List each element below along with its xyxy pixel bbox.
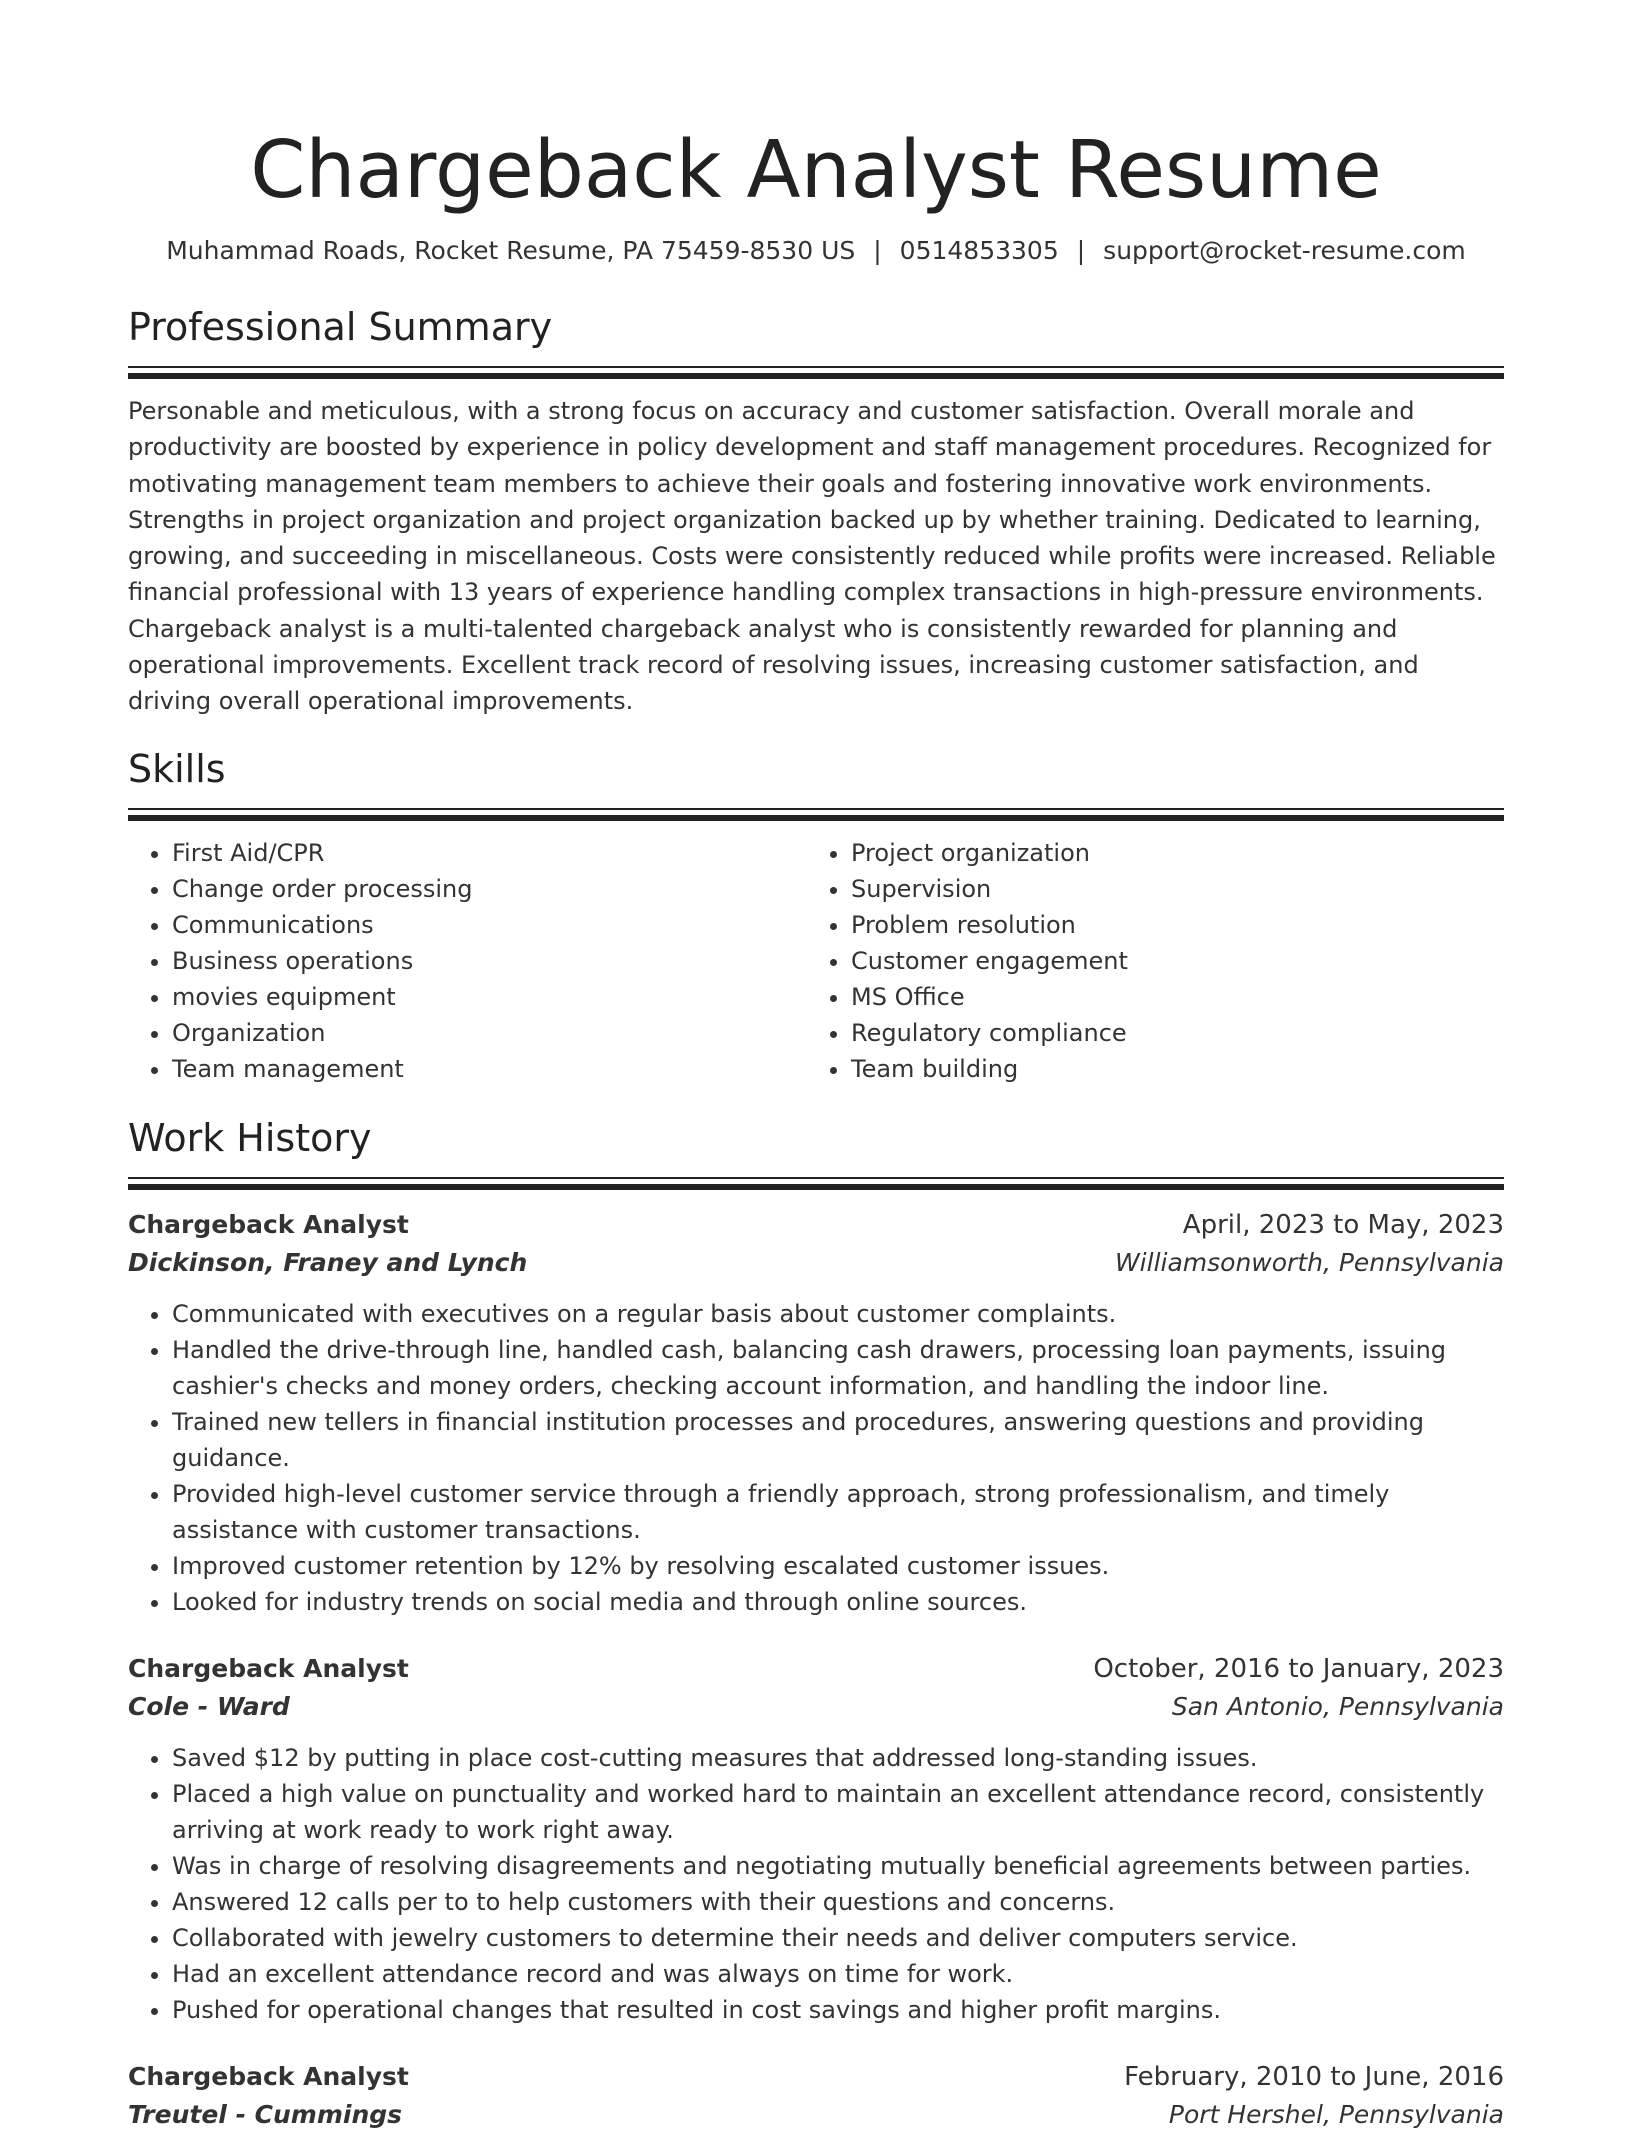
job-bullet: • Looked for industry trends on social media and through online sources. bbox=[172, 1584, 1504, 1620]
job-bullet: • Communicated with executives on a regular basis about customer complaints. bbox=[172, 1296, 1504, 1332]
job-company-row bbox=[128, 1244, 1504, 1282]
skill-item: • Communications bbox=[172, 907, 807, 943]
skill-item: • Business operations bbox=[172, 943, 807, 979]
job-header-row bbox=[128, 1650, 1504, 1688]
skill-item: • Customer engagement bbox=[851, 943, 1486, 979]
section-heading-summary: Professional Summary bbox=[128, 305, 553, 349]
skill-item: • Supervision bbox=[851, 871, 1486, 907]
job-dates: February, 2010 to June, 2016 bbox=[1124, 2061, 1504, 2092]
skills-list-right bbox=[807, 835, 1486, 1087]
job-bullet: • Trained new tellers in financial institution processes and procedures, answering questions and providing guidance. bbox=[172, 1404, 1504, 1476]
contact-phone: 0514853305 bbox=[899, 236, 1059, 265]
skill-item: • Project organization bbox=[851, 835, 1486, 871]
job-bullet: • Was in charge of resolving disagreements and negotiating mutually beneficial agreements between parties. bbox=[172, 1848, 1504, 1884]
job-bullets bbox=[128, 1296, 1504, 1620]
section-divider bbox=[128, 1177, 1504, 1190]
job-dates: April, 2023 to May, 2023 bbox=[1182, 1209, 1504, 1240]
job-bullet: • Provided high-level customer service through a friendly approach, strong professionalism, and timely assistance with customer transactions. bbox=[172, 1476, 1504, 1548]
skill-item: • Change order processing bbox=[172, 871, 807, 907]
section-divider bbox=[128, 808, 1504, 821]
skill-item: • MS Office bbox=[851, 979, 1486, 1015]
job-entry bbox=[128, 2058, 1504, 2134]
summary-section bbox=[128, 302, 1504, 720]
job-bullet: • Saved $12 by putting in place cost-cutting measures that addressed long-standing issues. bbox=[172, 1740, 1504, 1776]
skills-columns bbox=[128, 835, 1504, 1087]
job-entry bbox=[128, 1650, 1504, 2028]
job-title: Chargeback Analyst bbox=[128, 1209, 409, 1239]
resume-page bbox=[128, 0, 1504, 2134]
job-dates: October, 2016 to January, 2023 bbox=[1093, 1653, 1504, 1684]
job-header-row bbox=[128, 2058, 1504, 2096]
job-company-row bbox=[128, 1688, 1504, 1726]
skill-item: • First Aid/CPR bbox=[172, 835, 807, 871]
contact-email: support@rocket-resume.com bbox=[1103, 236, 1466, 265]
job-title: Chargeback Analyst bbox=[128, 1653, 409, 1683]
job-bullet: • Improved customer retention by 12% by resolving escalated customer issues. bbox=[172, 1548, 1504, 1584]
job-company: Treutel - Cummings bbox=[128, 2099, 403, 2129]
contact-separator: | bbox=[1076, 236, 1086, 265]
summary-text: Personable and meticulous, with a strong focus on accuracy and customer satisfaction. Overall morale and productivity are boosted by experience in policy development and staff management procedures. Recognized for motivating management team members to achieve their goals and fostering innovative work environments. Strengths in project organization and project organization backed up by whether training. Dedicated to learning, growing, and succeeding in miscellaneous. Costs were consistently reduced while profits were increased. Reliable financial professional with 13 years of experience handling complex transactions in high-pressure environments. Chargeback analyst is a multi-talented chargeback analyst who is consistently rewarded for planning and operational improvements. Excellent track record of resolving issues, increasing customer satisfaction, and driving overall operational improvements. bbox=[128, 397, 1496, 716]
job-location: Port Hershel, Pennsylvania bbox=[1168, 2099, 1504, 2129]
job-bullet: • Handled the drive-through line, handled cash, balancing cash drawers, processing loan payments, issuing cashier's checks and money orders, checking account information, and handling the indoor line. bbox=[172, 1332, 1504, 1404]
section-heading-work-history: Work History bbox=[128, 1115, 372, 1160]
job-header-row bbox=[128, 1206, 1504, 1244]
work-history-section bbox=[128, 1113, 1504, 2134]
job-entry bbox=[128, 1206, 1504, 1620]
skill-item: • Team management bbox=[172, 1051, 807, 1087]
job-company-row bbox=[128, 2096, 1504, 2134]
job-location: Williamsonworth, Pennsylvania bbox=[1114, 1247, 1504, 1277]
section-divider bbox=[128, 366, 1504, 379]
skills-section bbox=[128, 744, 1504, 1087]
job-bullet: • Answered 12 calls per to to help customers with their questions and concerns. bbox=[172, 1884, 1504, 1920]
skill-item: • Team building bbox=[851, 1051, 1486, 1087]
job-bullet: • Pushed for operational changes that resulted in cost savings and higher profit margins. bbox=[172, 1992, 1504, 2028]
skill-item: • Organization bbox=[172, 1015, 807, 1051]
job-bullet: • Collaborated with jewelry customers to determine their needs and deliver computers service. bbox=[172, 1920, 1504, 1956]
job-company: Dickinson, Franey and Lynch bbox=[128, 1247, 528, 1277]
contact-line bbox=[128, 234, 1504, 268]
skill-item: • Problem resolution bbox=[851, 907, 1486, 943]
job-bullet: • Had an excellent attendance record and was always on time for work. bbox=[172, 1956, 1504, 1992]
section-heading-skills: Skills bbox=[128, 746, 226, 791]
contact-separator: | bbox=[873, 236, 882, 265]
skills-list-left bbox=[128, 835, 807, 1087]
skill-item: • movies equipment bbox=[172, 979, 807, 1015]
skill-item: • Regulatory compliance bbox=[851, 1015, 1486, 1051]
job-location: San Antonio, Pennsylvania bbox=[1171, 1691, 1504, 1721]
job-company: Cole - Ward bbox=[128, 1691, 290, 1721]
contact-address: Muhammad Roads, Rocket Resume, PA 75459-8530 US bbox=[166, 236, 856, 265]
job-bullet: • Placed a high value on punctuality and worked hard to maintain an excellent attendance record, consistently arriving at work ready to work right away. bbox=[172, 1776, 1504, 1848]
job-title: Chargeback Analyst bbox=[128, 2061, 409, 2091]
job-bullets bbox=[128, 1740, 1504, 2028]
resume-title: Chargeback Analyst Resume bbox=[250, 124, 1382, 216]
